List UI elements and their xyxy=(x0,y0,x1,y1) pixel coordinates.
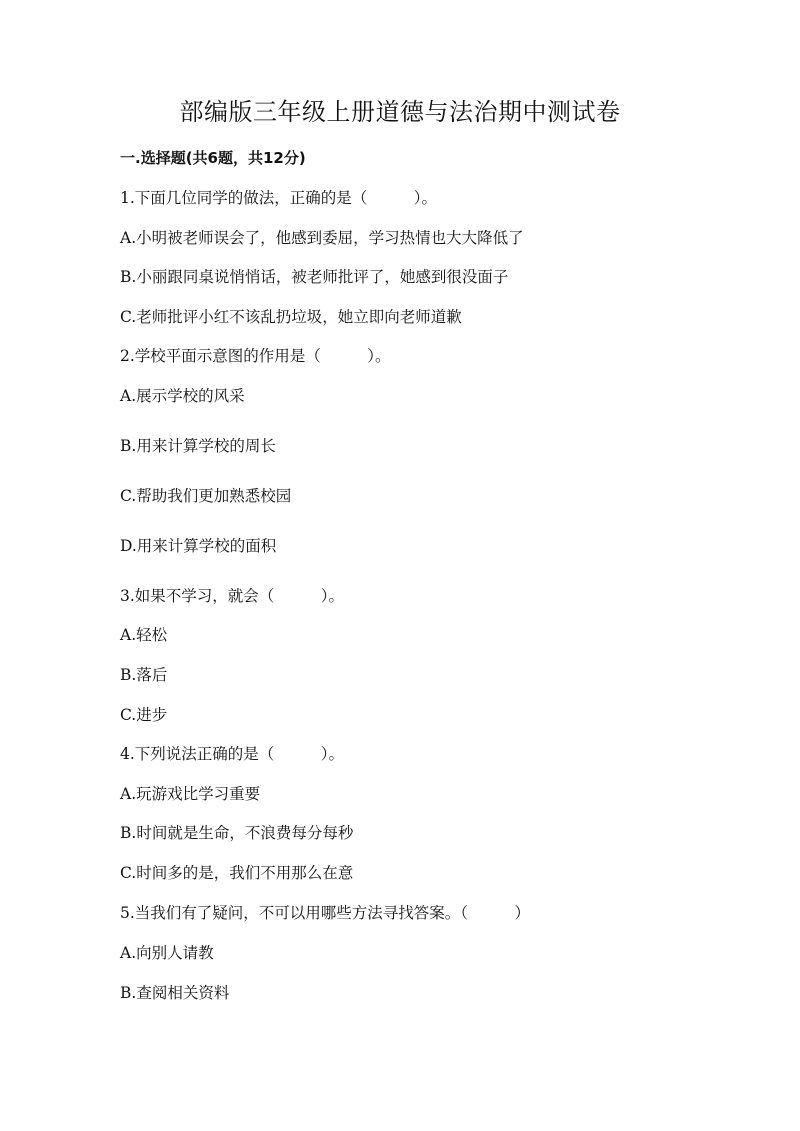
question-1-option-b: B.小丽跟同桌说悄悄话，被老师批评了，她感到很没面子 xyxy=(120,268,509,286)
question-5-stem: 5.当我们有了疑问，不可以用哪些方法寻找答案。（ ） xyxy=(120,904,531,922)
question-5-option-a: A.向别人请教 xyxy=(120,944,214,962)
question-5-option-b: B.查阅相关资料 xyxy=(120,984,230,1002)
question-4-option-a: A.玩游戏比学习重要 xyxy=(120,785,261,803)
question-1-stem: 1.下面几位同学的做法，正确的是（ ）。 xyxy=(120,189,438,207)
question-2-option-a: A.展示学校的风采 xyxy=(120,387,245,405)
question-3-option-a: A.轻松 xyxy=(120,626,168,644)
question-2-option-c: C.帮助我们更加熟悉校园 xyxy=(120,487,292,505)
question-1-option-a: A.小明被老师误会了，他感到委屈，学习热情也大大降低了 xyxy=(120,229,524,247)
question-1-option-c: C.老师批评小红不该乱扔垃圾，她立即向老师道歉 xyxy=(120,308,462,326)
question-2-option-d: D.用来计算学校的面积 xyxy=(120,537,277,555)
question-4-option-c: C.时间多的是，我们不用那么在意 xyxy=(120,864,354,882)
exam-title: 部编版三年级上册道德与法治期中测试卷 xyxy=(179,98,621,126)
question-2-option-b: B.用来计算学校的周长 xyxy=(120,437,276,455)
question-4-option-b: B.时间就是生命，不浪费每分每秒 xyxy=(120,824,354,842)
question-4-stem: 4.下列说法正确的是（ ）。 xyxy=(120,745,345,763)
question-3-option-c: C.进步 xyxy=(120,706,168,724)
question-3-stem: 3.如果不学习，就会（ ）。 xyxy=(120,587,345,605)
section-heading: 一.选择题(共6题，共12分) xyxy=(120,149,306,167)
question-3-option-b: B.落后 xyxy=(120,666,168,684)
question-2-stem: 2.学校平面示意图的作用是（ ）。 xyxy=(120,347,391,365)
